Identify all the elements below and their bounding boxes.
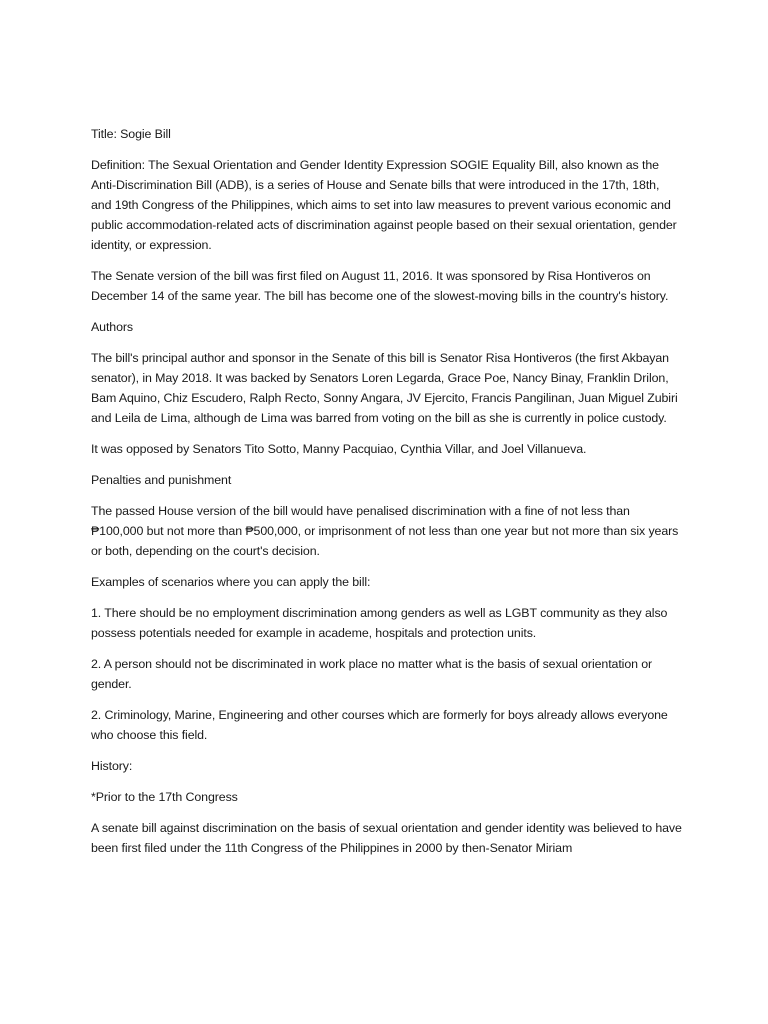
penalties-paragraph: The passed House version of the bill would have penalised discrimination with a fine of not less than ₱100,000 but not more than ₱500,000, or imprisonment of not less than one year but not more than six years or both, depending on the court's decision. [91, 504, 679, 558]
senate-version-paragraph: The Senate version of the bill was first filed on August 11, 2016. It was sponsored by Risa Hontiveros on December 14 of the same year. The bill has become one of the slowest-moving bills in the country's history. [91, 269, 669, 303]
authors-paragraph: The bill's principal author and sponsor in the Senate of this bill is Senator Risa Hontiveros (the first Akbayan senator), in May 2018. It was backed by Senators Loren Legarda, Grace Poe, Nancy Binay, Franklin Drilon, Bam Aquino, Chiz Escudero, Ralph Recto, Sonny Angara, JV Ejercito, Francis Pangilinan, Juan Miguel Zubiri and Leila de Lima, although de Lima was barred from voting on the bill as she is currently in police custody. [91, 351, 678, 425]
history-paragraph: A senate bill against discrimination on the basis of sexual orientation and gender identity was believed to have been first filed under the 11th Congress of the Philippines in 2000 by then-Senator Miriam [91, 821, 682, 855]
document-page [91, 124, 683, 869]
examples-heading: Examples of scenarios where you can apply the bill: [91, 575, 371, 589]
penalties-heading: Penalties and punishment [91, 473, 232, 487]
example-item-1: 1. There should be no employment discrimination among genders as well as LGBT community as they also possess potentials needed for example in academe, hospitals and protection units. [91, 606, 668, 640]
document-title: Title: Sogie Bill [91, 127, 171, 141]
example-item-3: 2. Criminology, Marine, Engineering and other courses which are formerly for boys already allows everyone who choose this field. [91, 708, 668, 742]
history-heading: History: [91, 759, 133, 773]
example-item-2: 2. A person should not be discriminated in work place no matter what is the basis of sexual orientation or gender. [91, 657, 653, 691]
authors-heading: Authors [91, 320, 134, 334]
opposed-paragraph: It was opposed by Senators Tito Sotto, Manny Pacquiao, Cynthia Villar, and Joel Villanueva. [91, 442, 587, 456]
definition-paragraph: Definition: The Sexual Orientation and Gender Identity Expression SOGIE Equality Bill, also known as the Anti-Discrimination Bill (ADB), is a series of House and Senate bills that were introduced in the 17th, 18th, and 19th Congress of the Philippines, which aims to set into law measures to prevent various economic and public accommodation-related acts of discrimination against people based on their sexual orientation, gender identity, or expression. [91, 158, 677, 252]
history-subheading: *Prior to the 17th Congress [91, 790, 238, 804]
